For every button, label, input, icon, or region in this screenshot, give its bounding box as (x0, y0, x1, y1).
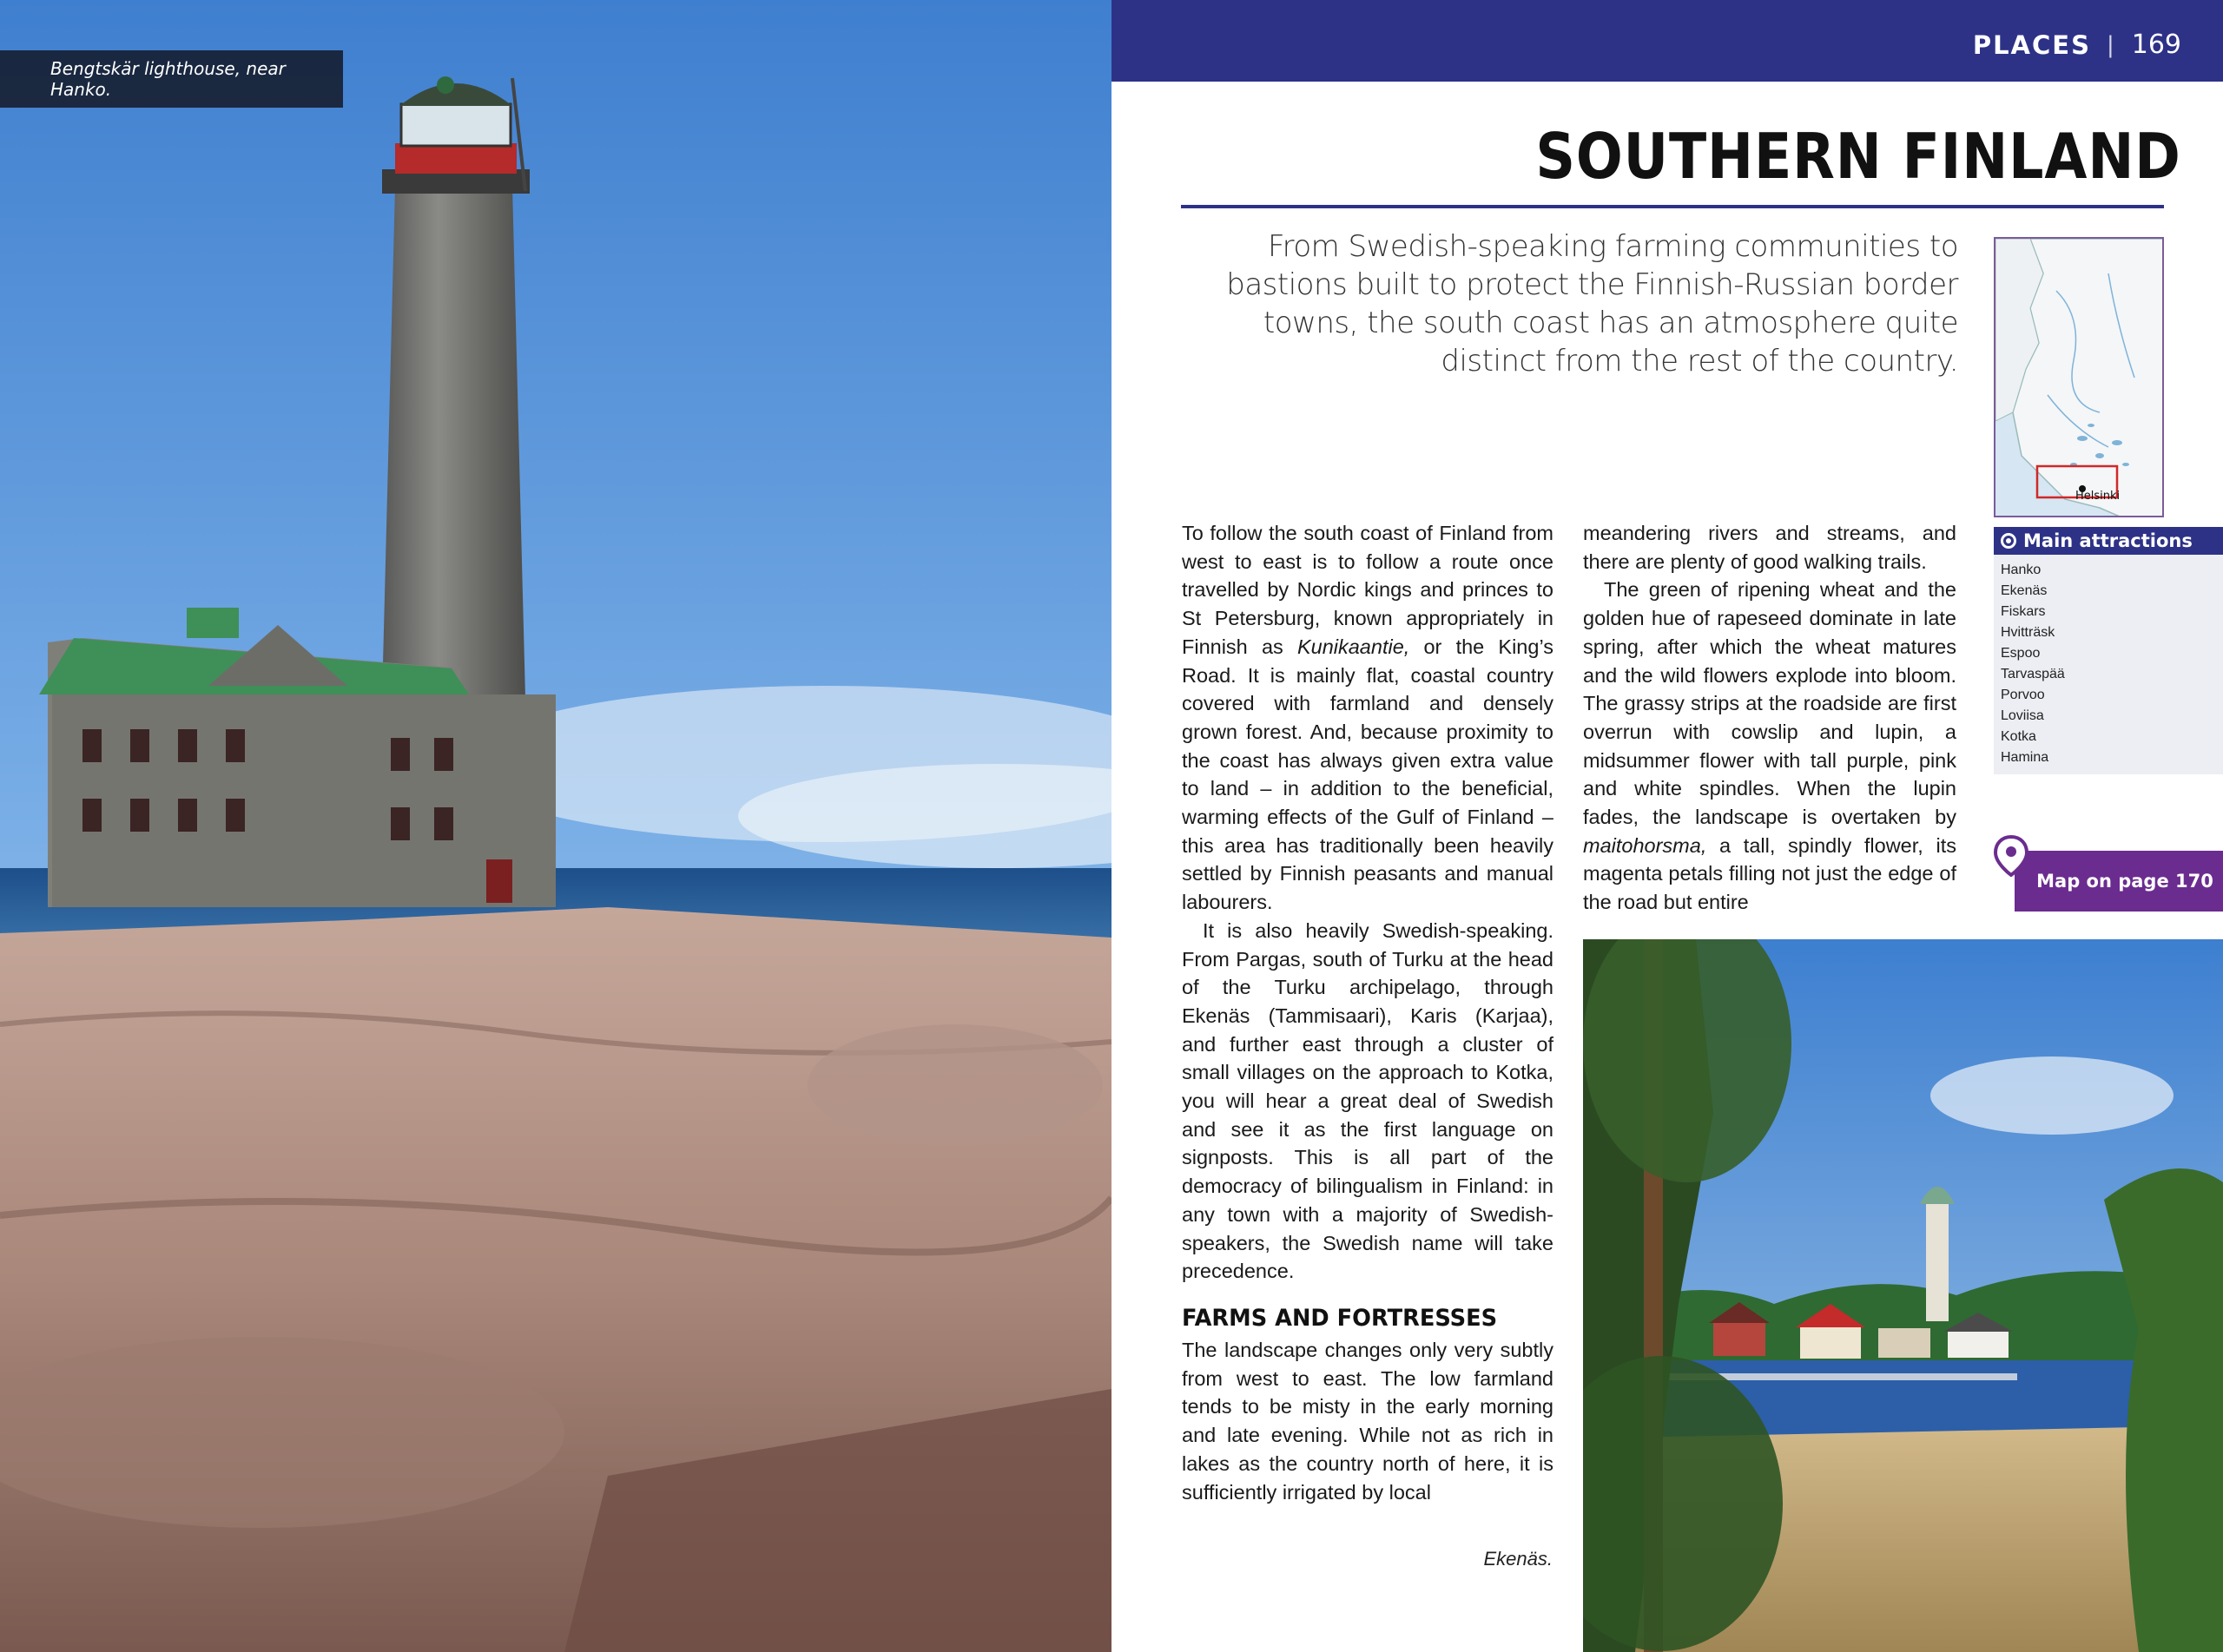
target-icon (2001, 533, 2016, 549)
running-head (1973, 30, 2181, 60)
photo-caption: Bengtskär lighthouse, near Hanko. (0, 50, 343, 108)
header-separator: | (2106, 31, 2116, 58)
attractions-title: Main attractions (2023, 530, 2193, 551)
list-item: Fiskars (2001, 604, 2046, 619)
paragraph: It is also heavily Swedish-speaking. From Pargas, south of Turku at the head of the Turku archipelago, through Ekenäs (Tammisaari), Karis (Karjaa), and further east through a cluster of small villages on the approach to Kotka, you will hear a great deal of Swedish and see it as the first language on signposts. This is all part of the democracy of bilingualism in Finland: in any town with a majority of Swedish-speakers, the Swedish name will take precedence. (1182, 918, 1553, 1283)
italic-term: Kunikaantie, (1296, 635, 1410, 658)
header-banner (1112, 0, 2223, 82)
section-subheading: FARMS AND FORTRESSES (1182, 1304, 1498, 1332)
attractions-list (1994, 555, 2223, 768)
list-item: Porvoo (2001, 688, 2045, 702)
paragraph: The landscape changes only very subtly from west to east. The low farmland tends to be misty in the early morning and late evening. While not as rich in lakes as the country north of here, it is sufficiently irrigated by local (1182, 1338, 1553, 1504)
list-item: Hvitträsk (2001, 625, 2055, 640)
text-run: or the King’s Road. It is mainly flat, coastal country covered with farmland and densely grown forest. And, because proximity to the coast has always given extra value to land – in addition to the beneficial, warming effects of the Gulf of Finland – this area has traditionally been heavily settled by Finnish peasants and manual labourers. (1182, 635, 1553, 914)
chapter-title: SOUTHERN FINLAND (1535, 120, 2181, 193)
map-pin-icon (1994, 835, 2028, 877)
paragraph (1583, 576, 1956, 916)
map-reference-label: Map on page 170 (2036, 871, 2213, 892)
title-rule (1181, 205, 2164, 208)
section-label: PLACES (1972, 30, 2091, 60)
ekenas-photo (1583, 939, 2223, 1652)
paragraph (1182, 519, 1553, 917)
list-item: Loviisa (2001, 708, 2044, 723)
attractions-heading (1994, 527, 2223, 555)
main-attractions-box (1994, 527, 2223, 774)
paragraph: meandering rivers and streams, and there are plenty of good walking trails. (1583, 522, 1956, 573)
body-column-1 (1182, 519, 1553, 1506)
body-column-2 (1583, 519, 1956, 917)
text-run: To follow the south coast of Finland from west to east is to follow a route once travelled by Nordic kings and princes to St Petersburg, known appropriately in Finnish as (1182, 522, 1553, 658)
text-run: The green of ripening wheat and the golden hue of rapeseed dominate in late spring, after which the wheat matures and the wild flowers explode into bloom. The grassy strips at the roadside are first overrun with cowslip and lupin, a midsummer flower with tall purple, pink and white spindles. When the lupin fades, the landscape is overtaken by (1583, 578, 1956, 829)
italic-term: maitohorsma, (1583, 833, 1707, 857)
list-item: Ekenäs (2001, 583, 2048, 598)
list-item: Tarvaspää (2001, 667, 2065, 681)
intro-text: From Swedish-speaking farming communities to bastions built to protect the Finnish-Russian border towns, the south coast has an atmosphere quite distinct from the rest of the country. (1226, 229, 1958, 378)
locator-map (1994, 237, 2164, 517)
text-run: a tall, spindly flower, its magenta petals filling not just the edge of the road but entire (1583, 833, 1956, 914)
list-item: Kotka (2001, 729, 2036, 744)
map-city-label: Helsinki (2075, 490, 2121, 503)
list-item: Hanko (2001, 563, 2042, 577)
list-item: Espoo (2001, 646, 2041, 661)
photo-caption-ekenas: Ekenäs. (1483, 1548, 1553, 1570)
page-number: 169 (2131, 30, 2181, 60)
map-reference-button[interactable] (2015, 851, 2223, 912)
list-item: Hamina (2001, 750, 2049, 765)
